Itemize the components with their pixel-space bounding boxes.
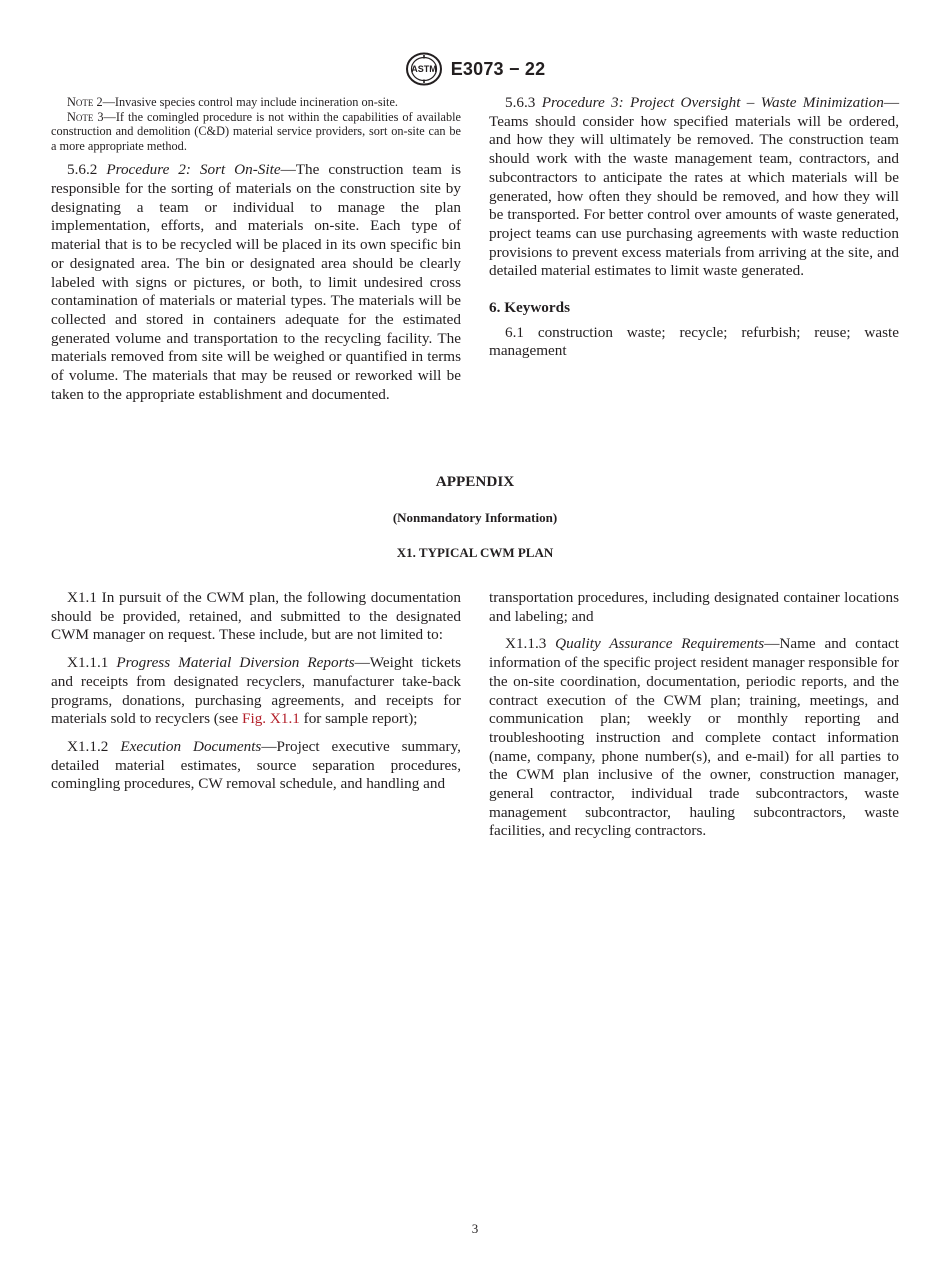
- paragraph-5-6-3: [489, 94, 899, 281]
- note-2: [51, 95, 461, 110]
- paragraph-x1-1-2-title: Execution Documents: [120, 737, 262, 755]
- paragraph-x1-1-1: [51, 654, 461, 729]
- appendix-title: APPENDIX: [435, 473, 515, 490]
- right-column-bottom: [489, 589, 899, 841]
- note-2-label: Note: [67, 95, 94, 109]
- keywords-heading: 6. Keywords: [489, 299, 570, 317]
- standard-designation: E3073 − 22: [450, 58, 546, 79]
- note-3-text: 3—If the comingled procedure is not within the capabilities of available construction and demolition (C&D) material service providers, sort on-site can be a more appropriate method.: [51, 109, 461, 153]
- paragraph-x1-1-2: [51, 738, 461, 794]
- appendix-subtitle: (Nonmandatory Information): [392, 510, 558, 525]
- paragraph-5-6-3-text: —Teams should consider how specified materials will be ordered, and how they will ultimately be removed. The construction team should work with the waste management team, contractors, and subcontractors to anticipate the rates at which materials will be generated, how often they should be removed, and how they will be transported. For better control over amounts of waste generated, project teams can use purchasing agreements with waste reduction provisions to prevent excess materials from arriving at the site, and detailed material estimates to limit waste generated.: [489, 94, 900, 280]
- paragraph-5-6-2-text: —The construction team is responsible for the sorting of materials on the construction site by designating a team or individual to manage the plan implementation, efforts, and materials on-site. Each type of material that is to be recycled will be placed in its own specific bin or designated area. The bin or designated area should be clearly labeled with signs or pictures, or both, to limit undesired cross contamination of materials or material types. The materials will be collected and stored in containers adequate for the estimated generated volume and transportation to the recycling facility. The materials removed from site will be weighed or quantified in terms of volume. The materials that may be reused or reworked will be taken to the appropriate establishment and documented.: [51, 161, 461, 403]
- paragraph-5-6-2-title: Procedure 2: Sort On-Site: [106, 161, 281, 179]
- note-3-label: Note: [67, 109, 94, 124]
- paragraph-5-6-3-number: 5.6.3: [505, 94, 542, 111]
- paragraph-x1-1-1-text-b: for sample report);: [299, 710, 418, 728]
- paragraph-5-6-2: [51, 161, 461, 404]
- note-3: [51, 110, 461, 154]
- appendix-section-title: X1. TYPICAL CWM PLAN: [396, 545, 554, 560]
- page-number: 3: [471, 1221, 479, 1236]
- paragraph-5-6-2-number: 5.6.2: [67, 161, 107, 179]
- paragraph-x1-1-1-number: X1.1.1: [67, 654, 117, 672]
- paragraph-x1-1-1-text-a: —Weight tickets and receipts from designated recyclers, manufacturer take-back programs, donations, purchasing agreements, and receipts for materials sold to recyclers (see: [51, 654, 461, 728]
- right-column-top: [489, 94, 899, 361]
- paragraph-x1-1-2-text: —Project executive summary, detailed material estimates, source separation procedures, comingling procedures, CW removal schedule, and handling and: [51, 737, 461, 793]
- left-column-bottom: [51, 589, 461, 794]
- paragraph-x1-1-1-title: Progress Material Diversion Reports: [116, 654, 355, 672]
- paragraph-x1-1: X1.1 In pursuit of the CWM plan, the following documentation should be provided, retained, and submitted to the designated CWM manager on request. These include, but are not limited to:: [51, 589, 461, 644]
- page-header: [0, 52, 950, 86]
- paragraph-x1-1-2-number: X1.1.2: [67, 737, 121, 755]
- figure-x1-1-link[interactable]: Fig. X1.1: [242, 710, 300, 728]
- paragraph-x1-1-3-text: —Name and contact information of the specific project resident manager responsible for the on-site coordination, documentation, periodic reports, and the contract execution of the CWM plan; training, meetings, and communication plan; weekly or monthly reporting and troubleshooting instruction and complete contact information (name, company, phone number(s), and e-mail) for all parties to the CWM plan inclusive of the owner, construction manager, general contractor, individual trade subcontractors, waste management subcontractor, hauling subcontractors, waste facilities, and recycling contractors.: [489, 635, 900, 840]
- paragraph-5-6-3-title: Procedure 3: Project Oversight – Waste Minimization: [541, 94, 884, 111]
- paragraph-x1-1-2-continued: transportation procedures, including designated container locations and labeling; and: [489, 589, 899, 625]
- paragraph-x1-1-3-number: X1.1.3: [505, 635, 556, 653]
- left-column-top: [51, 95, 461, 405]
- astm-logo-icon: [405, 52, 443, 86]
- note-2-text: 2—Invasive species control may include incineration on-site.: [93, 95, 398, 109]
- paragraph-x1-1-3-title: Quality Assurance Requirements: [555, 635, 765, 653]
- paragraph-x1-1-3: [489, 635, 899, 841]
- svg-text:ASTM: ASTM: [410, 64, 437, 74]
- keywords-text: 6.1 construction waste; recycle; refurbish; reuse; waste management: [489, 323, 899, 360]
